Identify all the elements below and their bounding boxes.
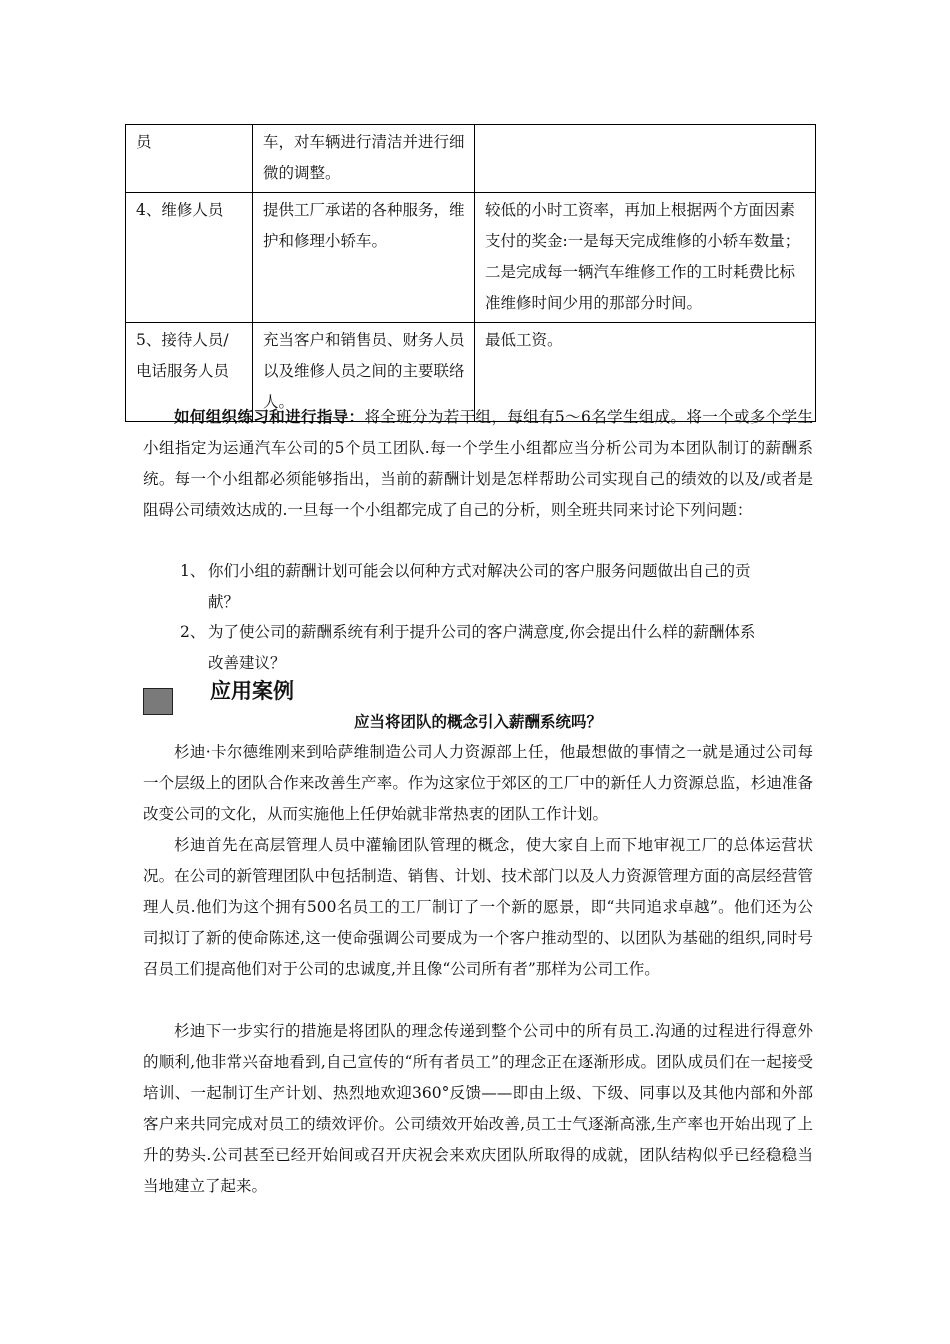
guidance-label: 如何组织练习和进行指导： <box>174 407 365 426</box>
guidance-text: 将全班分为若干组，每组有5～6名学生组成。将一个或多个学生小组指定为运通汽车公司的5个员工团队.每一个学生小组都应当分析公司为本团队制订的薪酬系统。每一个小组都必须能够指出，当前的薪酬计划是怎样帮助公司实现自己的绩效的以及/或者是阻碍公司绩效达成的.一旦每一个小组都完成了自己的分析，则全班共同来讨论下列问题： <box>143 408 813 519</box>
question-text-continued: 改善建议？ <box>208 654 286 672</box>
table-cell-duty: 充当客户和销售员、财务人员以及维修人员之间的主要联络人。 <box>253 323 475 422</box>
question-text: 为了使公司的薪酬系统有利于提升公司的客户满意度,你会提出什么样的薪酬体系 <box>208 623 756 641</box>
table-cell-duty: 提供工厂承诺的各种服务，维护和修理小轿车。 <box>253 193 475 323</box>
case-paragraph: 杉迪首先在高层管理人员中灌输团队管理的概念，使大家自上而下地审视工厂的总体运营状况。在公司的新管理团队中包括制造、销售、计划、技术部门以及人力资源管理方面的高层经营管理人员.他们为这个拥有500名员工的工厂制订了一个新的愿景，即“共同追求卓越”。他们还为公司拟订了新的使命陈述,这一使命强调公司要成为一个客户推动型的、以团队为基础的组织,同时号召员工们提高他们对于公司的忠诚度,并且像“公司所有者”那样为公司工作。 <box>143 836 813 978</box>
table-row <box>126 125 816 193</box>
table-row <box>126 193 816 323</box>
question-item <box>180 556 813 618</box>
table-cell-duty: 车，对车辆进行清洁并进行细微的调整。 <box>253 125 475 193</box>
table-cell-role: 4、维修人员 <box>126 193 253 323</box>
case-heading: 应用案例 <box>210 679 294 703</box>
question-text: 你们小组的薪酬计划可能会以何种方式对解决公司的客户服务问题做出自己的贡 <box>208 562 751 580</box>
table-cell-role: 5、接待人员/电话服务人员 <box>126 323 253 422</box>
case-paragraph: 杉迪·卡尔德维刚来到哈萨维制造公司人力资源部上任，他最想做的事情之一就是通过公司每一个层级上的团队合作来改善生产率。作为这家位于郊区的工厂中的新任人力资源总监，杉迪准备改变公司的文化，从而实施他上任伊始就非常热衷的团队工作计划。 <box>143 743 813 823</box>
table-cell-pay: 最低工资。 <box>475 323 816 422</box>
case-paragraph: 杉迪下一步实行的措施是将团队的理念传递到整个公司中的所有员工.沟通的过程进行得意外的顺利,他非常兴奋地看到,自己宣传的“所有者员工”的理念正在逐渐形成。团队成员们在一起接受培训、一起制订生产计划、热烈地欢迎360°反馈——即由上级、下级、同事以及其他内部和外部客户来共同完成对员工的绩效评价。公司绩效开始改善,员工士气逐渐高涨,生产率也开始出现了上升的势头.公司甚至已经开始间或召开庆祝会来欢庆团队所取得的成就，团队结构似乎已经稳稳当当地建立了起来。 <box>143 1022 813 1195</box>
case-title: 应当将团队的概念引入薪酬系统吗？ <box>353 712 602 731</box>
question-text-continued: 献？ <box>208 593 240 611</box>
guidance-paragraph <box>143 401 813 526</box>
question-item <box>180 617 813 679</box>
table-cell-role: 员 <box>126 125 253 193</box>
question-number: 2、 <box>180 623 206 641</box>
question-number: 1、 <box>180 562 206 580</box>
table-cell-pay <box>475 125 816 193</box>
table-cell-pay: 较低的小时工资率，再加上根据两个方面因素支付的奖金:一是每天完成维修的小轿车数量；二是完成每一辆汽车维修工作的工时耗费比标准维修时间少用的那部分时间。 <box>475 193 816 323</box>
compensation-table <box>125 124 816 422</box>
